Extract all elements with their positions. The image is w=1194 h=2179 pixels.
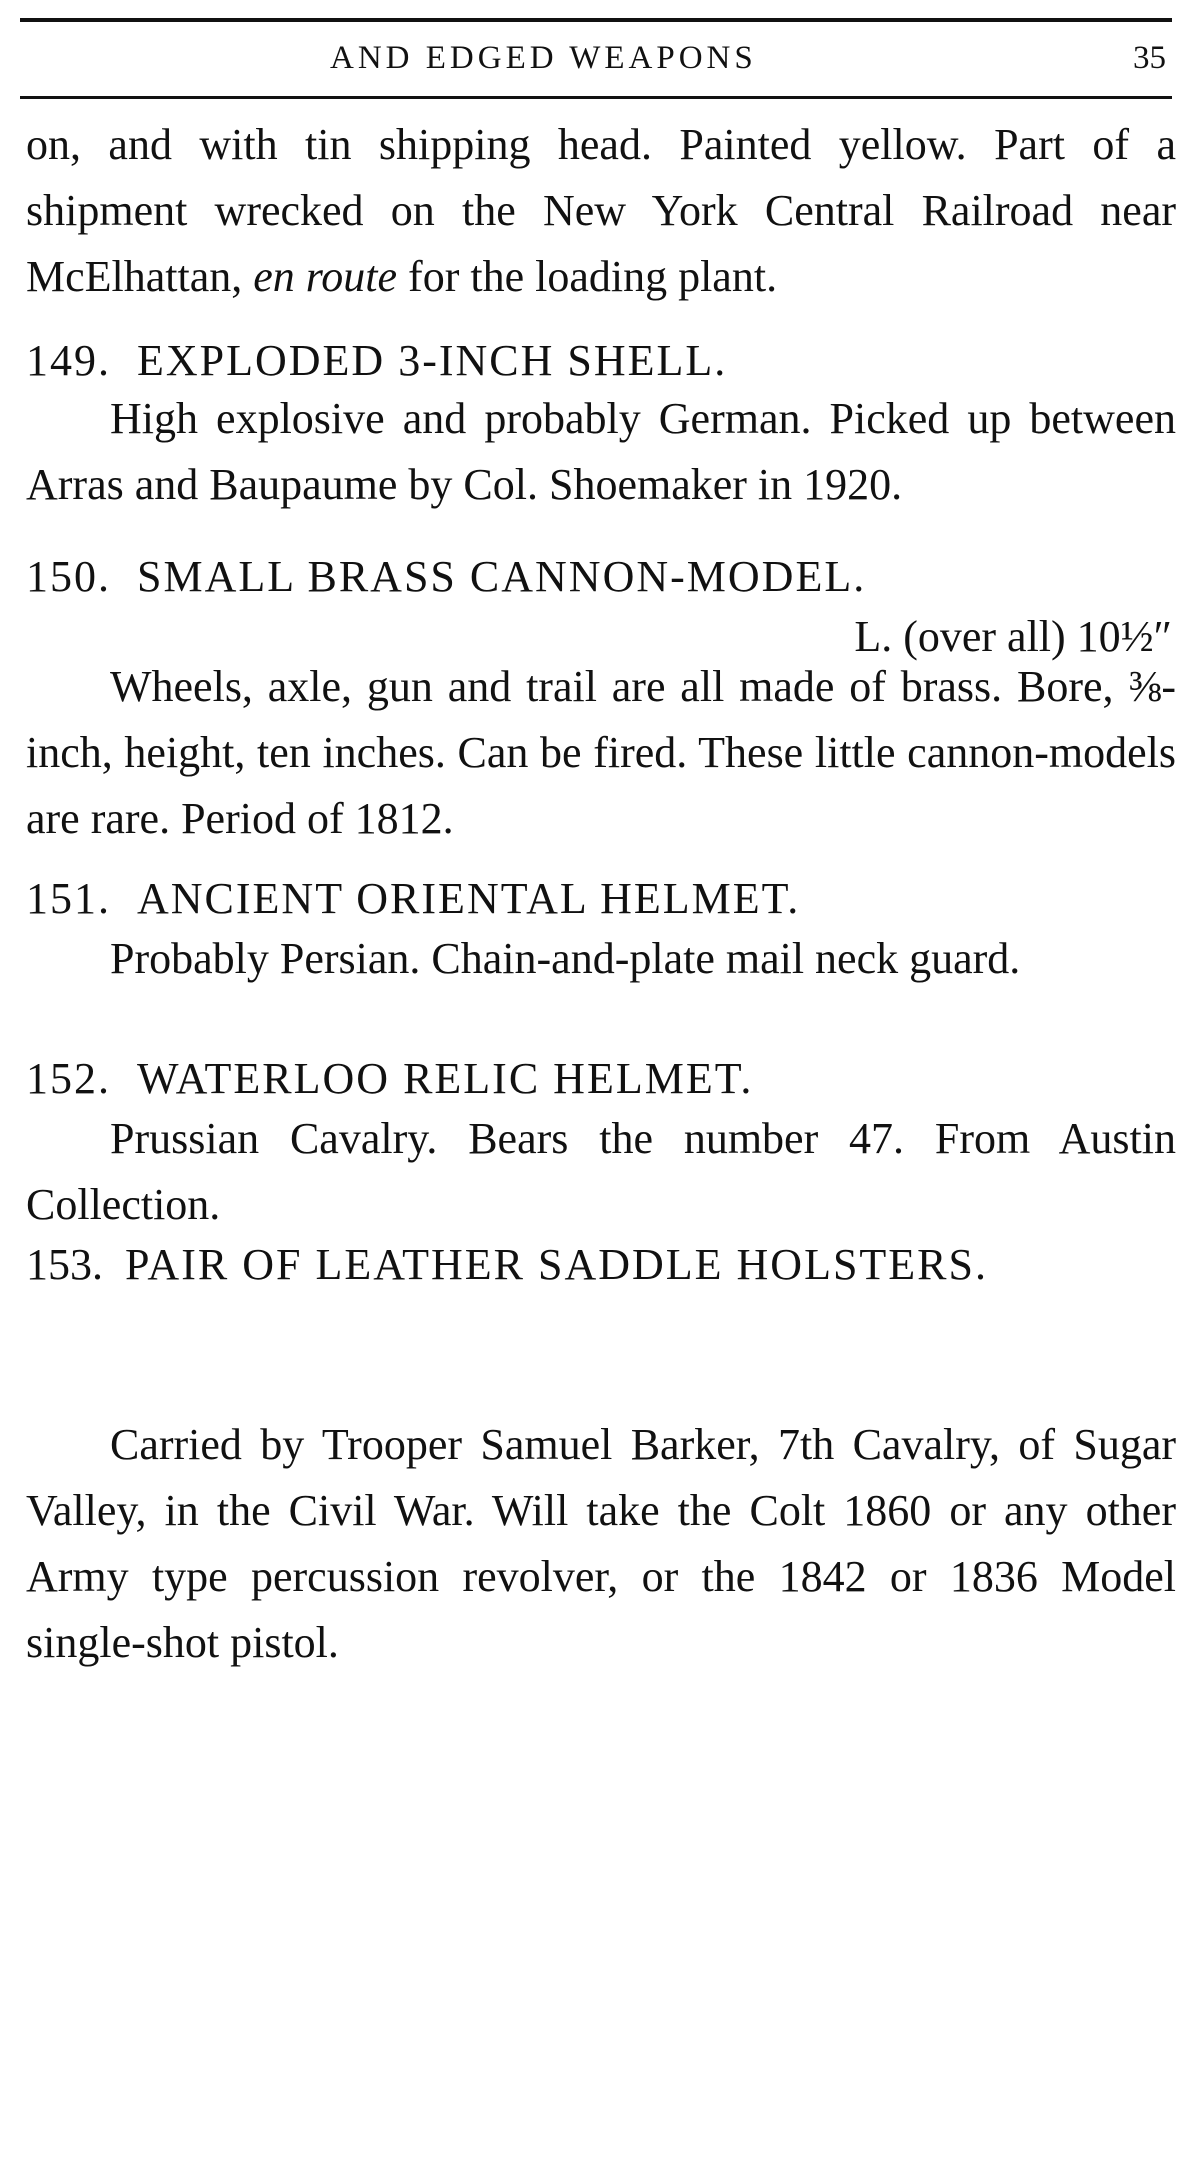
running-head: AND EDGED WEAPONS: [330, 40, 757, 76]
top-rule: [20, 18, 1172, 22]
entry-title: ANCIENT ORIENTAL HELMET.: [137, 874, 801, 923]
entry-title: EXPLODED 3-INCH SHELL.: [137, 336, 728, 385]
entry-heading: [26, 328, 727, 394]
continuation-paragraph: [26, 112, 1176, 310]
entry-body: Prussian Cavalry. Bears the number 47. From Austin Collection.: [26, 1114, 1176, 1229]
entry-number: 149.: [26, 336, 111, 385]
entry-title: SMALL BRASS CANNON-MODEL.: [137, 552, 867, 601]
entry-body: High explosive and probably German. Picked up between Arras and Baupaume by Col. Shoemaker in 1920.: [26, 394, 1176, 509]
entry-dimension: L. (over all) 10½″: [854, 612, 1172, 661]
entry-title: WATERLOO RELIC HELMET.: [137, 1054, 754, 1103]
entry-heading: [26, 1232, 1176, 1298]
header-rule: [20, 96, 1172, 99]
italic-phrase: en route: [253, 252, 398, 301]
entry-title: PAIR OF LEATHER SADDLE HOLSTERS.: [125, 1240, 989, 1289]
entry-body: Probably Persian. Chain-and-plate mail neck guard.: [110, 934, 1021, 983]
entry-heading: [26, 866, 800, 932]
entry-body: Carried by Trooper Samuel Barker, 7th Cavalry, of Sugar Valley, in the Civil War. Will take the Colt 1860 or any other Army type percussion revolver, or the 1842 or 1836 Model single-shot pistol.: [26, 1420, 1176, 1667]
entry-number: 153.: [26, 1240, 103, 1289]
entry-heading: [26, 1046, 753, 1112]
entry-number: 151.: [26, 874, 111, 923]
page-number: 35: [1133, 40, 1166, 76]
entry-heading: [26, 544, 866, 610]
entry-number: 150.: [26, 552, 111, 601]
continuation-end: for the loading plant.: [408, 252, 778, 301]
continuation-text: on, and with tin shipping head. Painted yellow. Part of a shipment wrecked on the New York Central Railroad near McElhattan,: [26, 120, 1176, 301]
entry-body: Wheels, axle, gun and trail are all made of brass. Bore, ⅜-inch, height, ten inches. Can be fired. These little cannon-models are rare. Period of 1812.: [26, 662, 1176, 843]
entry-number: 152.: [26, 1054, 111, 1103]
